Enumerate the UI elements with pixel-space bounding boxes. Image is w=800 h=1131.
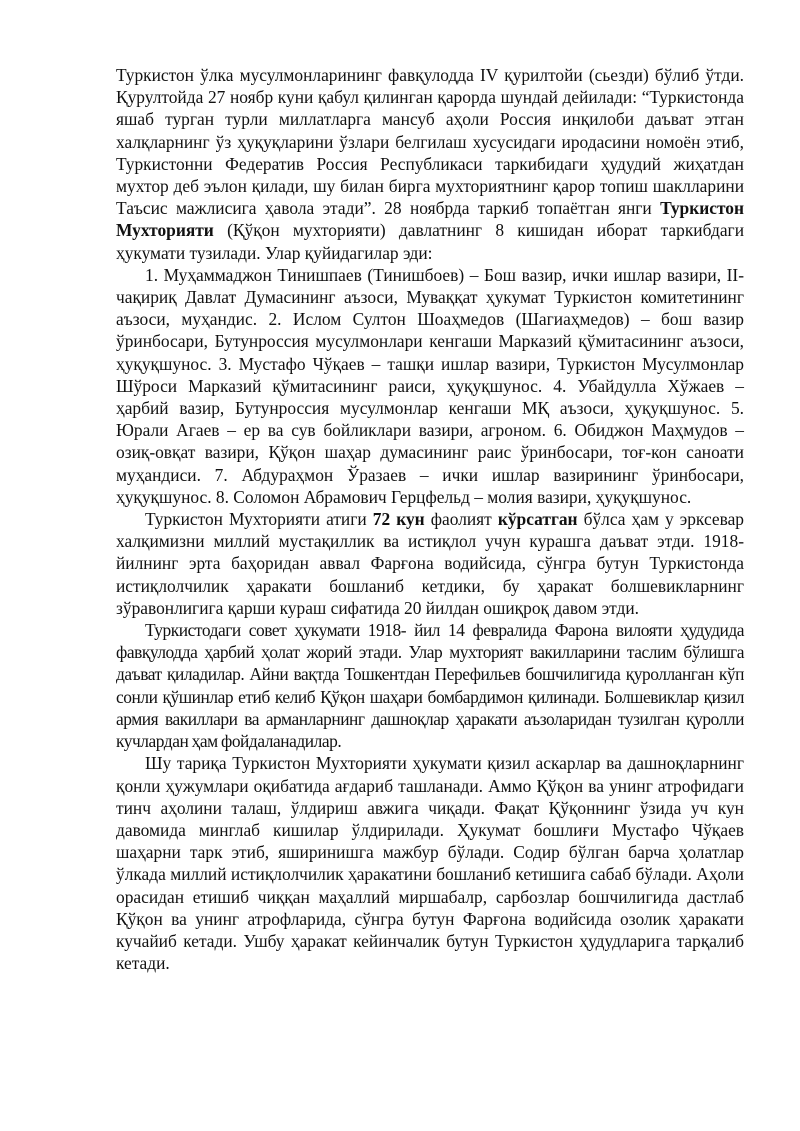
paragraph-government-members (116, 264, 744, 508)
bold-text-run: Туркистон Мухторияти (116, 198, 744, 241)
text-run: 1. Муҳаммаджон Тинишпаев (Тинишбоев) – Бош вазир, ички ишлар вазири, II-чақириқ Давлат Думасининг аъзоси, Муваққат ҳукумат Туркистон комитетининг аъзоси, муҳандис. 2. Ислом Султон Шоаҳмедов (Шагиаҳмедов) – бош вазир ўринбосари, Бутунроссия мусулмонлари кенгаши Марказий қўмитасининг аъзоси, ҳуқуқшунос. 3. Мустафо Чўқаев – ташқи ишлар вазири, Туркистон Мусулмонлар Шўроси Марказий қўмитасининг раиси, ҳуқуқшунос. 4. Убайдулла Хўжаев – ҳарбий вазир, Бутунроссия мусулмонлар кенгаши МҚ аъзоси, ҳуқуқшунос. 5. Юрали Агаев – ер ва сув бойликлари вазири, агроном. 6. Обиджон Маҳмудов – озиқ-овқат вазири, Қўқон шаҳар думасининг раис ўринбосари, тоғ-кон саноати муҳандиси. 7. Абдураҳмон Ўразаев – ички ишлар вазирининг ўринбосари, ҳуқуқшунос. 8. Соломон Абрамович Герцфельд – молия вазири, ҳуқуқшунос. (116, 264, 744, 507)
text-run: Шу тариқа Туркистон Мухторияти ҳукумати қизил аскарлар ва дашноқларнинг қонли ҳужумлари оқибатида ағдариб ташланади. Аммо Қўқон ва унинг атрофидаги тинч аҳолини талаш, ўлдириш авжига чиқади. Фақат Қўқоннинг ўзида уч кун давомида минглаб кишилар ўлдирилади. Ҳукумат бошлиғи Мустафо Чўқаев шаҳарни тарк этиб, яширинишга мажбур бўлади. Содир бўлган барча ҳолатлар ўлкада миллий истиқлолчилик ҳаракатини бошланиб кетишига сабаб бўлади. Аҳоли орасидан етишиб чиққан маҳаллий миршабалр, сарбозлар бошчилигида дастлаб Қўқон ва унинг атрофларида, сўнгра бутун Фарғона водийсида озолик ҳаракати кучайиб кетади. Ушбу ҳаракат кейинчалик бутун Туркистон ҳудудларига тарқалиб кетади. (116, 753, 744, 974)
text-run: Туркистон ўлка мусулмонларининг фавқулодда IV қурилтойи (сьезди) бўлиб ўтди. Қурултойда 27 ноябр куни қабул қилинган қарорда шундай дейилади: “Туркистонда яшаб турган турли миллатларга мансуб аҳоли Россия инқилоби даъват этган халқларнинг ўз ҳуқуқларини ўзлари белгилаш хусусидаги иродасини номоён этиб, Туркистонни Федератив Россия Республикаси таркибидаги ҳудудий жиҳатдан мухтор деб эълон қилади, шу билан бирга мухториятнинг қарор топиш шаклларини Таъсис мажлисига ҳавола этади”. 28 ноябрда таркиб топаётган янги (116, 65, 744, 219)
paragraph-martial-law (116, 619, 744, 752)
text-run: бўлса ҳам у эрксевар халқимизни миллий мустақиллик ва истиқлол учун курашга даъват этди. 1918- йилнинг эрта баҳоридан аввал Фарғона водийсида, сўнгра бутун Туркистонда истиқлолчилик ҳаракати бошланиб кетдики, бу ҳаракат болшевикларнинг зўравонлигига қарши кураш сифатида 20 йилдан ошиқроқ давом этди. (116, 509, 744, 618)
document-body (116, 64, 744, 974)
bold-text-run: 72 кун (372, 509, 425, 530)
compressed-text-run: Туркистодаги совет ҳукумати 1918- йил 14 февралида Фарона вилояти ҳудудида фавқулодда ҳарбий ҳолат жорий этади. Улар мухторият вакилларини таслим бўлишга даъват қиладилар. Айни вақтда Тошкентдан Перефильев бошчилигида қуролланган кўп сонли қўшинлар етиб келиб Қўқон шаҳари бомбардимон қилинади. Болшевиклар қизил армия вакиллари ва арманларнинг дашноқлар ҳаракати аъзоларидан тузилган қуролли кучлардан ҳам фойдаланадилар. (116, 620, 744, 752)
text-run: фаолият (424, 509, 498, 530)
paragraph-72-days (116, 508, 744, 619)
paragraph-congress (116, 64, 744, 264)
text-run: (Қўқон мухторияти) давлатнинг 8 кишидан иборат таркибдаги ҳукумати тузилади. Улар қуйидагилар эди: (116, 220, 744, 263)
bold-text-run: кўрсатган (497, 509, 578, 530)
text-run: Туркистон Мухторияти атиги (145, 509, 373, 530)
paragraph-overthrow (116, 752, 744, 974)
